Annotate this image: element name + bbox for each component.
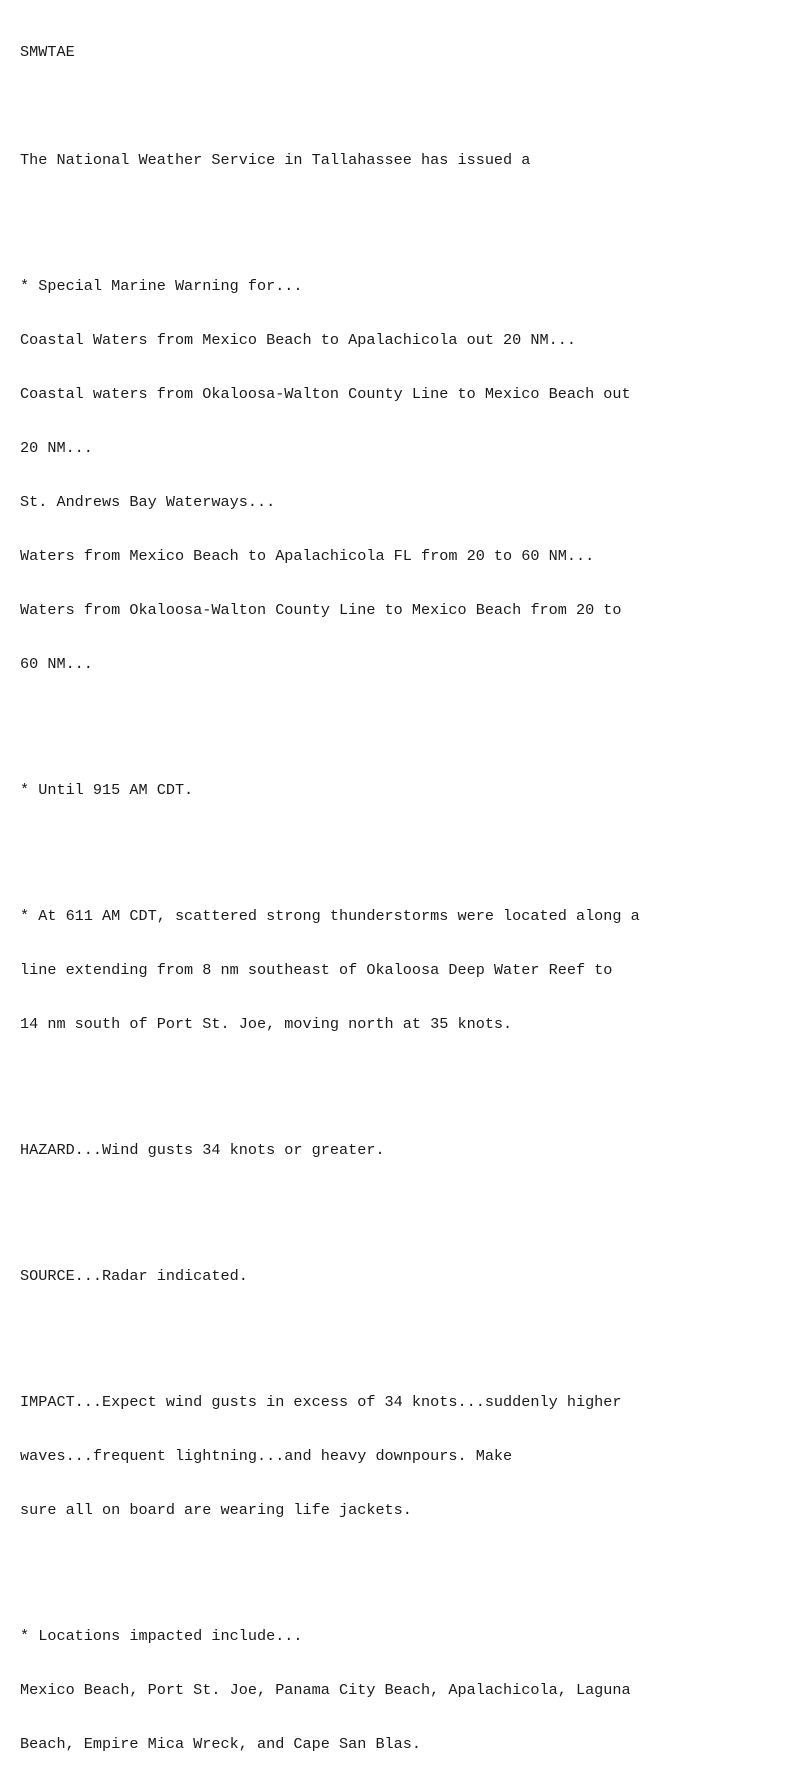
until-line: * Until 915 AM CDT. <box>20 781 194 799</box>
zone-line: Waters from Mexico Beach to Apalachicola FL from 20 to 60 NM... <box>20 547 595 565</box>
spacer <box>20 1195 790 1213</box>
impact-line: IMPACT...Expect wind gusts in excess of 34 knots...suddenly higher <box>20 1393 622 1411</box>
issuance-line: The National Weather Service in Tallahassee has issued a <box>20 151 531 169</box>
zone-line: Coastal waters from Okaloosa-Walton County Line to Mexico Beach out <box>20 385 631 403</box>
source-line: SOURCE...Radar indicated. <box>20 1267 248 1285</box>
spacer <box>20 835 790 853</box>
zone-line: 20 NM... <box>20 439 93 457</box>
marine-warning-bulletin <box>20 7 790 1771</box>
zone-line: St. Andrews Bay Waterways... <box>20 493 276 511</box>
locations-title: * Locations impacted include... <box>20 1627 303 1645</box>
hazard-line: HAZARD...Wind gusts 34 knots or greater. <box>20 1141 385 1159</box>
spacer <box>20 1069 790 1087</box>
impact-line: waves...frequent lightning...and heavy downpours. Make <box>20 1447 513 1465</box>
zone-line: Coastal Waters from Mexico Beach to Apalachicola out 20 NM... <box>20 331 576 349</box>
locations-line: Beach, Empire Mica Wreck, and Cape San Blas. <box>20 1735 422 1753</box>
locations-line: Mexico Beach, Port St. Joe, Panama City Beach, Apalachicola, Laguna <box>20 1681 631 1699</box>
product-code: SMWTAE <box>20 43 75 61</box>
warning-title: * Special Marine Warning for... <box>20 277 303 295</box>
spacer <box>20 205 790 223</box>
spacer <box>20 709 790 727</box>
situation-line: * At 611 AM CDT, scattered strong thunderstorms were located along a <box>20 907 640 925</box>
situation-line: 14 nm south of Port St. Joe, moving north at 35 knots. <box>20 1015 513 1033</box>
situation-line: line extending from 8 nm southeast of Okaloosa Deep Water Reef to <box>20 961 613 979</box>
zone-line: 60 NM... <box>20 655 93 673</box>
spacer <box>20 1555 790 1573</box>
impact-line: sure all on board are wearing life jackets. <box>20 1501 412 1519</box>
spacer <box>20 97 790 115</box>
zone-line: Waters from Okaloosa-Walton County Line to Mexico Beach from 20 to <box>20 601 622 619</box>
spacer <box>20 1321 790 1339</box>
